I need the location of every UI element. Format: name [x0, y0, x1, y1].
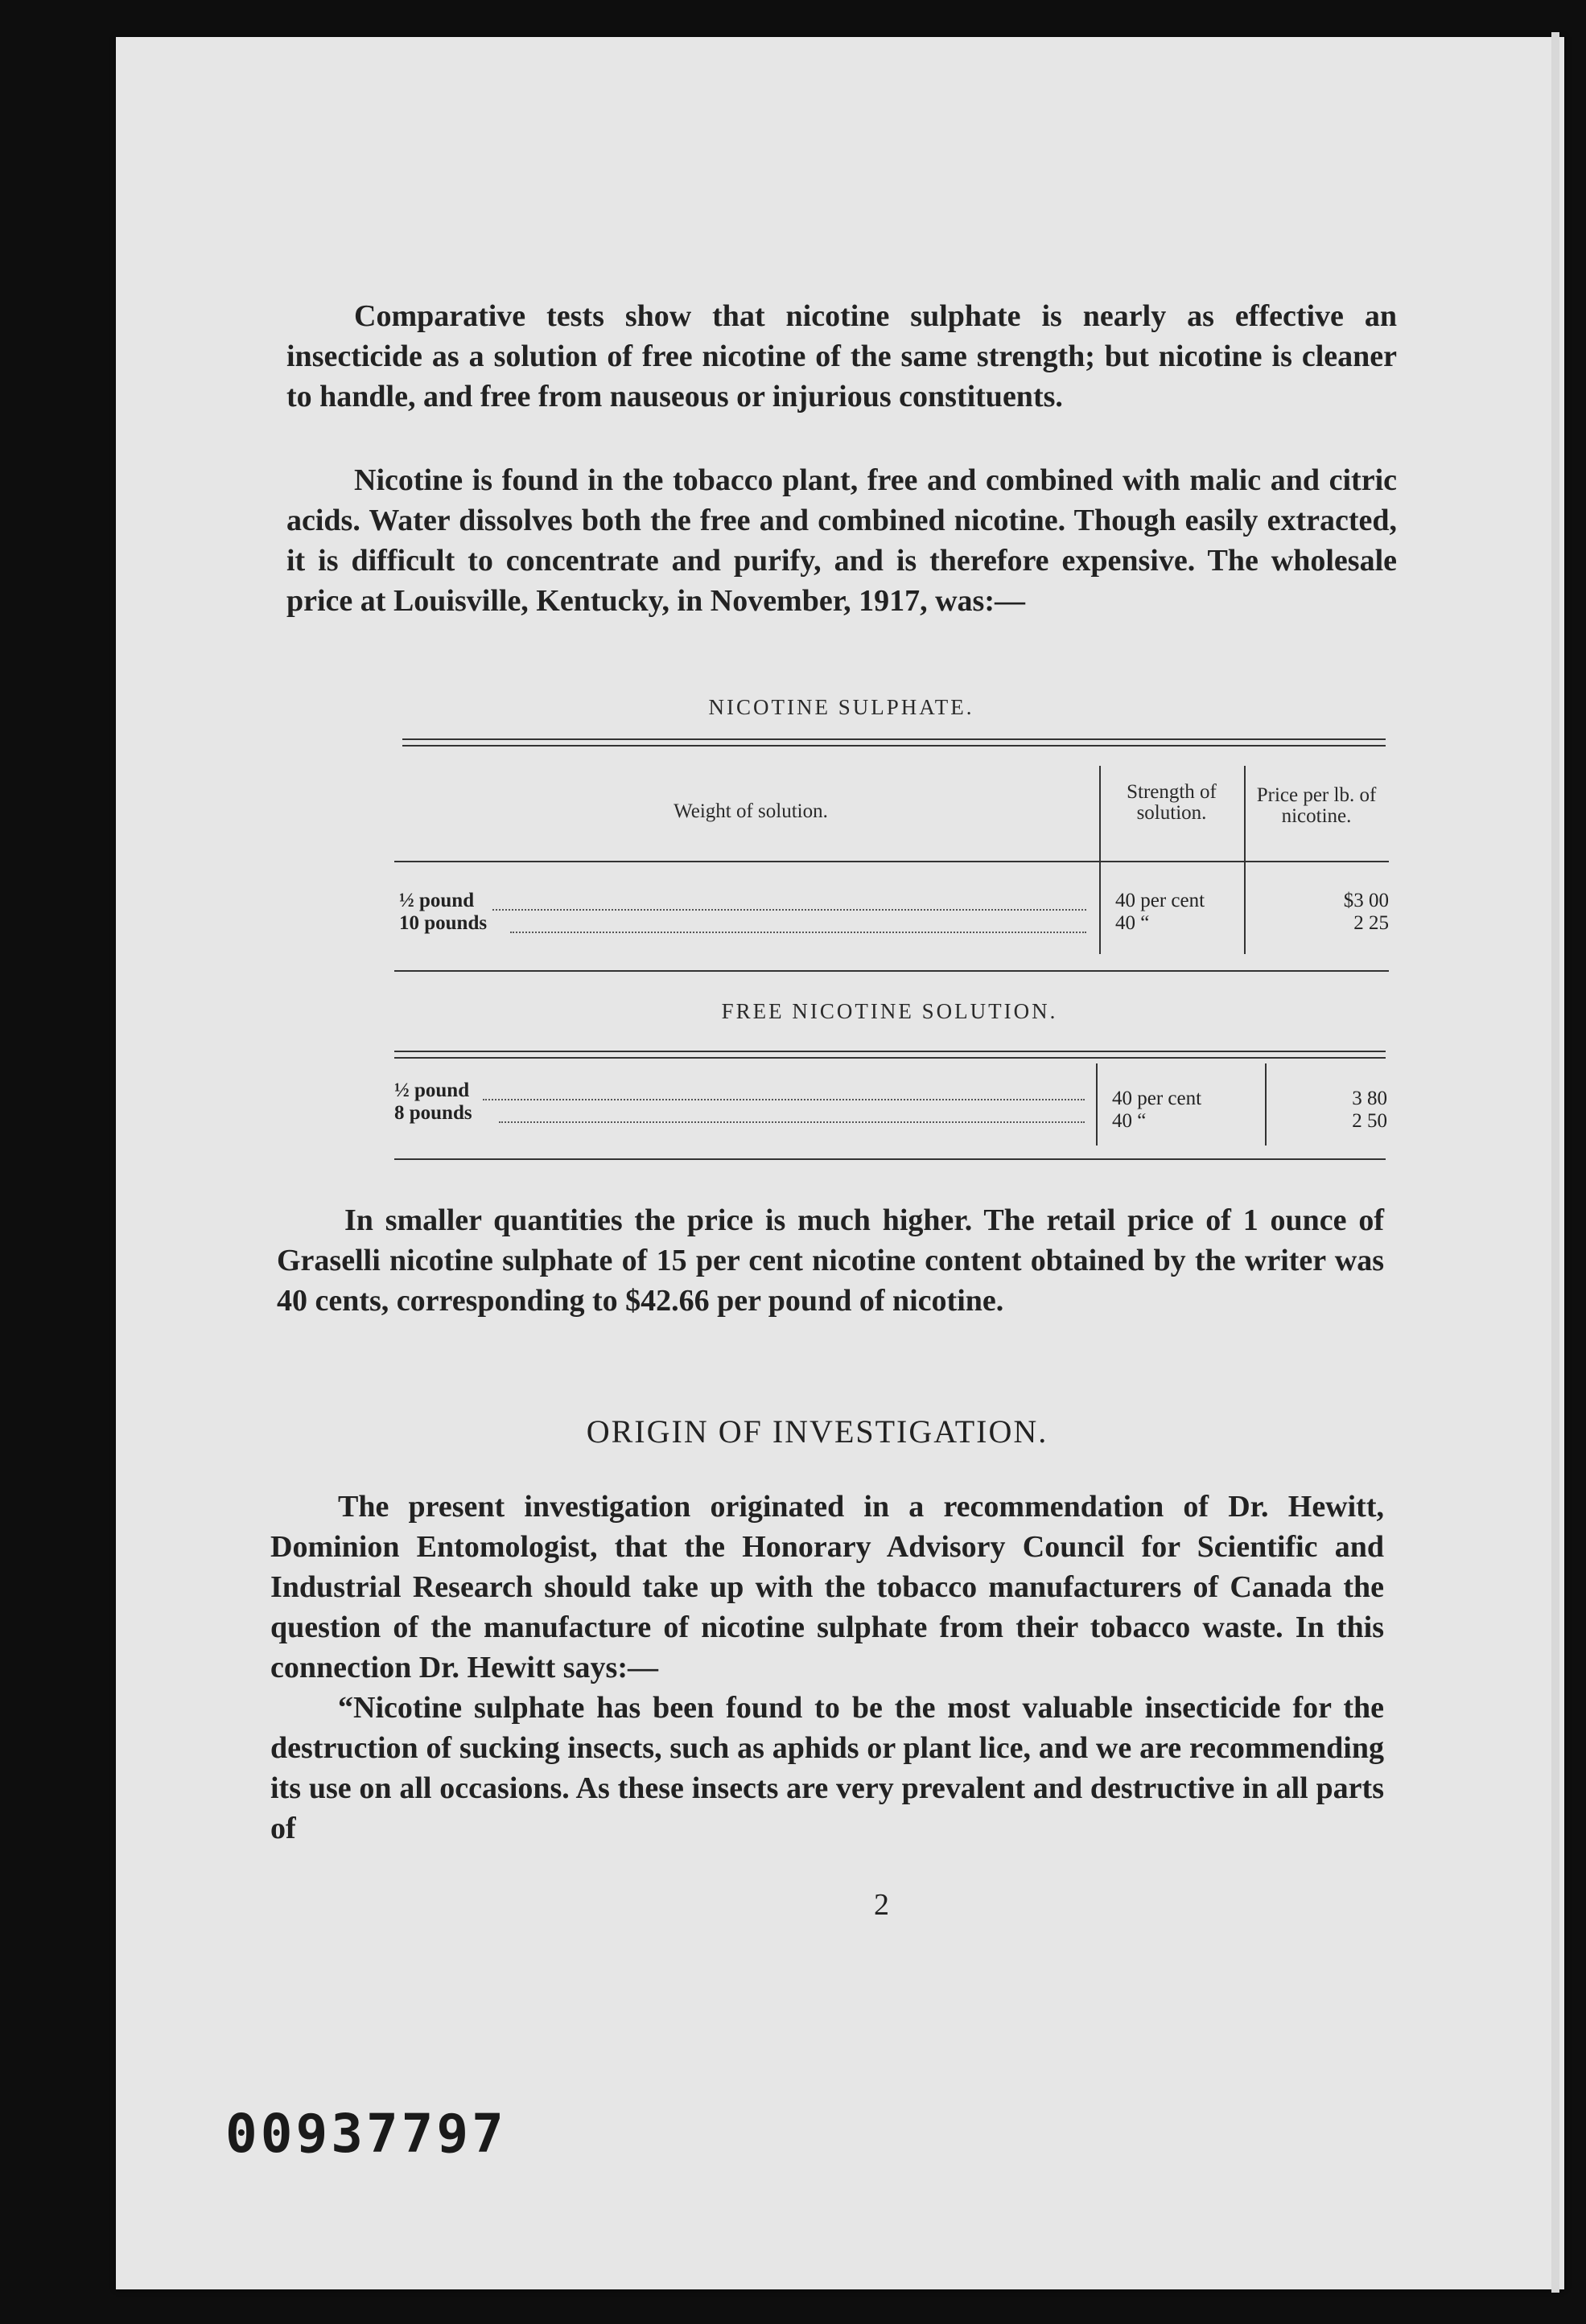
header-strength: Strength of solution. — [1127, 781, 1217, 824]
table-top-rule — [394, 1051, 1386, 1052]
header-rule — [394, 861, 1389, 862]
table-caption-sulphate: NICOTINE SULPHATE. — [708, 695, 974, 719]
row-price: 2 25 — [1353, 912, 1389, 934]
page-edge — [1551, 32, 1559, 2293]
column-divider — [1265, 1063, 1267, 1146]
paragraph-text: The present investigation originated in a recommendation of Dr. Hewitt, Dominion Entomologist, that the Honorary Advisory Council for Scientific and Industrial Research should take up with the tobacco manufacturers of Canada the question of the manufacture of nicotine sulphate from their tobacco waste. In this connection Dr. Hewitt says:— — [270, 1490, 1384, 1684]
table-top-rule — [402, 738, 1386, 740]
table-top-rule — [394, 1057, 1386, 1059]
paragraph-text: Nicotine is found in the tobacco plant, free and combined with malic and citric acids. Water dissolves both the free and combined nicotine. Though easily extracted, it is difficult to concentrate and purify, and is therefore expensive. The wholesale price at Louisville, Kentucky, in November, 1917, was:— — [286, 463, 1397, 618]
row-strength: 40 “ — [1115, 912, 1150, 934]
table-section-rule — [394, 970, 1389, 972]
column-divider — [1099, 766, 1101, 954]
column-divider — [1244, 766, 1246, 954]
table-bottom-rule — [394, 1158, 1386, 1160]
page-number: 2 — [874, 1888, 889, 1922]
row-weight: 8 pounds — [394, 1102, 472, 1124]
quote-text: “Nicotine sulphate has been found to be the most valuable insecticide for the destruction of sucking insects, such as aphids or plant lice, and we are recommending its use on all occasions. As these insects are very prevalent and destructive in all parts of — [270, 1691, 1384, 1845]
table-caption-free: FREE NICOTINE SOLUTION. — [721, 999, 1058, 1023]
paragraph-comparative-tests — [286, 296, 1397, 417]
paragraph-smaller-quantities — [277, 1200, 1384, 1321]
row-strength: 40 “ — [1112, 1110, 1147, 1132]
table-top-rule — [402, 745, 1386, 747]
paragraph-text: In smaller quantities the price is much higher. The retail price of 1 ounce of Graselli nicotine sulphate of 15 per cent nicotine content obtained by the writer was 40 cents, corresponding to $42.66 per pound of nicotine. — [277, 1203, 1384, 1318]
row-strength: 40 per cent — [1115, 890, 1205, 911]
section-heading: ORIGIN OF INVESTIGATION. — [586, 1413, 1048, 1450]
row-weight: ½ pound — [399, 890, 475, 911]
row-weight: ½ pound — [394, 1080, 470, 1101]
leader-dots — [483, 1099, 1085, 1100]
leader-dots — [492, 909, 1086, 911]
row-weight: 10 pounds — [399, 912, 488, 934]
leader-dots — [499, 1121, 1085, 1123]
archive-stamp: 00937797 — [225, 2103, 507, 2165]
column-divider — [1096, 1063, 1098, 1146]
header-price: Price per lb. of nicotine. — [1256, 784, 1377, 827]
row-price: $3 00 — [1343, 890, 1389, 911]
header-weight: Weight of solution. — [674, 800, 828, 822]
paragraph-text: Comparative tests show that nicotine sulphate is nearly as effective an insecticide as a solution of free nicotine of the same strength; but nicotine is cleaner to handle, and free from nauseous or injurious constituents. — [286, 299, 1397, 413]
row-price: 2 50 — [1352, 1110, 1387, 1132]
paragraph-nicotine-found — [286, 460, 1397, 621]
row-price: 3 80 — [1352, 1088, 1387, 1109]
leader-dots — [510, 932, 1086, 933]
paragraph-investigation — [270, 1487, 1384, 1849]
row-strength: 40 per cent — [1112, 1088, 1202, 1109]
